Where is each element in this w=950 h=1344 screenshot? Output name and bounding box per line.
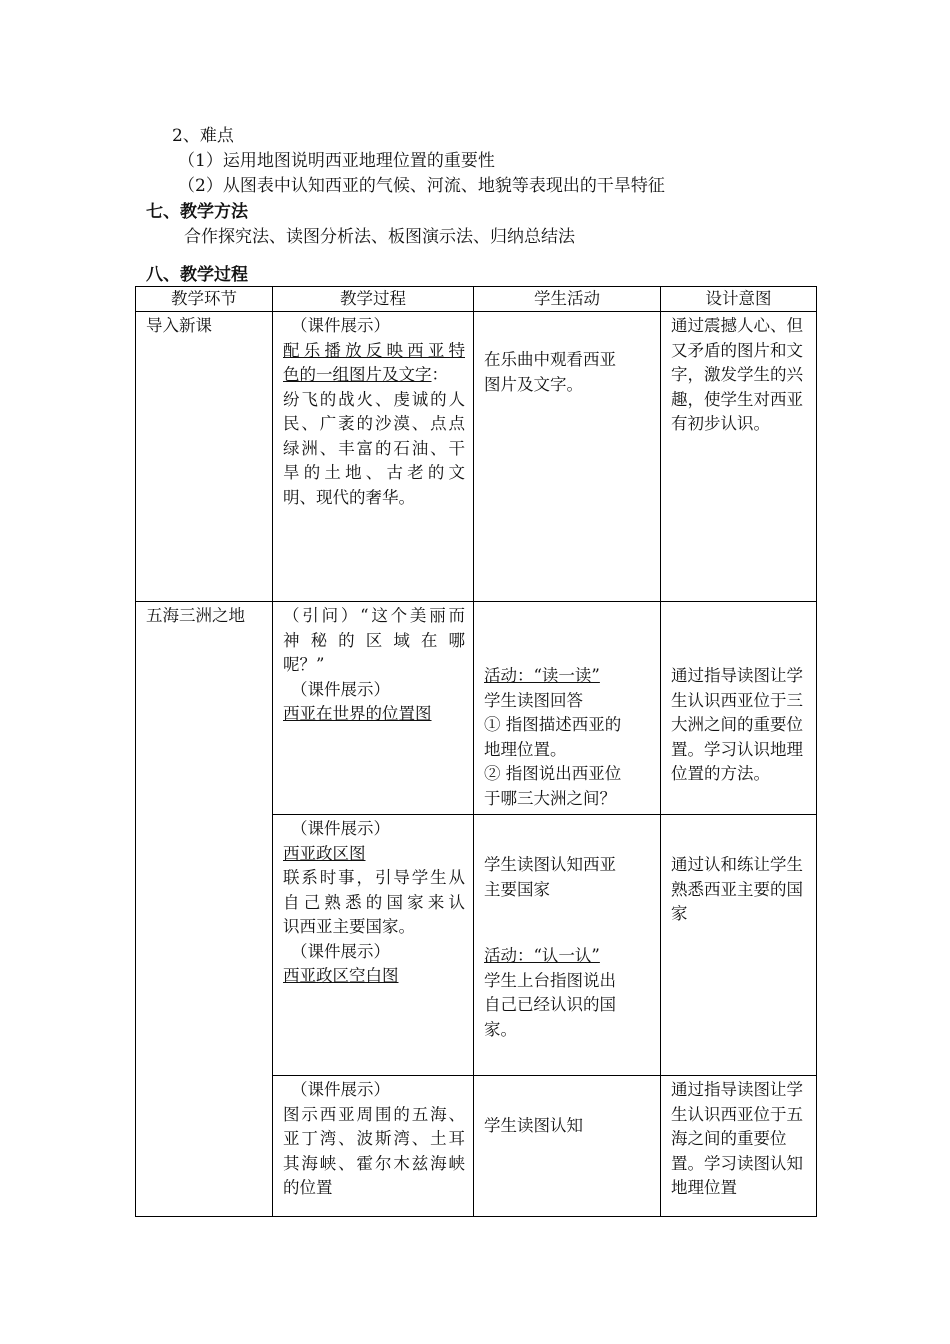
header-stage: 教学环节 [136,287,273,312]
row1-process [273,312,474,602]
teaching-process-table [135,286,817,1217]
process-link-text: 配乐播放反映西亚特 [283,340,465,360]
table-row [136,602,817,815]
activity-text: 学生读图认知西亚 [484,855,616,874]
process-text: 绿洲、丰富的石油、干 [283,438,465,458]
header-activity: 学生活动 [474,287,661,312]
process-text: 图示西亚周围的五海、 [283,1104,465,1124]
activity-text: 于哪三大洲之间？ [484,788,616,808]
blank-political-map-link: 西亚政区空白图 [283,966,399,985]
world-position-map-link: 西亚在世界的位置图 [283,704,432,723]
activity-text: 家。 [484,1019,517,1039]
activity-title: 活动：“读一读” [484,666,600,685]
colon: ： [431,365,448,384]
row3-intent: 通过认和练让学生熟悉西亚主要的国家 [661,815,817,1076]
row4-activity [474,1076,661,1217]
activity-title: 活动：“认一认” [484,946,600,965]
political-map-link: 西亚政区图 [283,843,366,863]
process-text: 联系时事，引导学生从 [283,868,465,887]
activity-text: 地理位置。 [484,739,567,759]
difficulty-item-2: （2）从图表中认知西亚的气候、河流、地貌等表现出的干旱特征 [178,176,665,196]
table-row [136,312,817,602]
row4-intent: 通过指导读图让学生认识西亚位于五海之间的重要位置。学习读图认知地理位置 [661,1076,817,1217]
difficulty-title: 2、难点 [172,126,234,146]
header-process: 教学过程 [273,287,474,312]
row2-process [273,602,474,815]
row1-stage [136,312,273,602]
row3-process [273,815,474,1076]
header-intent: 设计意图 [661,287,817,312]
row1-intent: 通过震撼人心、但又矛盾的图片和文字，激发学生的兴趣，使学生对西亚有初步认识。 [661,312,817,602]
process-text: 神 秘 的 区 域 在 哪 [283,630,465,650]
process-text: （引问）“这个美丽而 [283,606,465,625]
row4-process [273,1076,474,1217]
row1-activity [474,312,661,602]
process-link-text: 色的一组图片及文字 [283,365,432,384]
process-text: 民、广袤的沙漠、点点 [283,414,465,433]
process-text: 的位置 [283,1178,333,1197]
courseware-tag: （课件展示） [291,1080,390,1099]
process-text: 亚丁湾、波斯湾、土耳 [283,1129,465,1148]
activity-text: 学生上台指图说出 [484,970,616,990]
process-text: 纷飞的战火、虔诚的人 [283,389,465,409]
process-text: 自己熟悉的国家来认 [283,892,465,912]
activity-text: 主要国家 [484,879,550,899]
row2-stage [136,602,273,1217]
courseware-tag: （课件展示） [291,316,390,335]
activity-text: 自己已经认识的国 [484,995,616,1014]
activity-text: 图片及文字。 [484,374,583,394]
process-text: 识西亚主要国家。 [283,917,415,936]
activity-text: 学生读图回答 [484,690,583,710]
process-text: 呢？” [283,655,325,674]
activity-text: 在乐曲中观看西亚 [484,350,616,369]
activity-text: ② 指图说出西亚位 [484,764,622,783]
process-text: 明、现代的奢华。 [283,487,415,507]
row2-intent: 通过指导读图让学生认识西亚位于三大洲之间的重要位置。学习认识地理位置的方法。 [661,602,817,815]
process-text: 旱的土地、古老的文 [283,463,465,482]
activity-text: 学生读图认知 [484,1116,583,1135]
stage-label: 五海三洲之地 [146,606,245,625]
difficulty-item-1: （1）运用地图说明西亚地理位置的重要性 [178,151,495,171]
courseware-tag: （课件展示） [291,941,390,961]
process-text: 其海峡、霍尔木兹海峡 [283,1153,465,1173]
teaching-methods: 合作探究法、读图分析法、板图演示法、归纳总结法 [184,227,575,247]
row2-activity [474,602,661,815]
section-8-heading: 八、教学过程 [146,265,248,285]
activity-text: ① 指图描述西亚的 [484,715,622,734]
courseware-tag: （课件展示） [291,679,390,699]
section-7-heading: 七、教学方法 [146,202,248,222]
stage-label: 导入新课 [146,316,212,335]
table-header-row [136,287,817,312]
courseware-tag: （课件展示） [291,819,390,838]
row3-activity [474,815,661,1076]
